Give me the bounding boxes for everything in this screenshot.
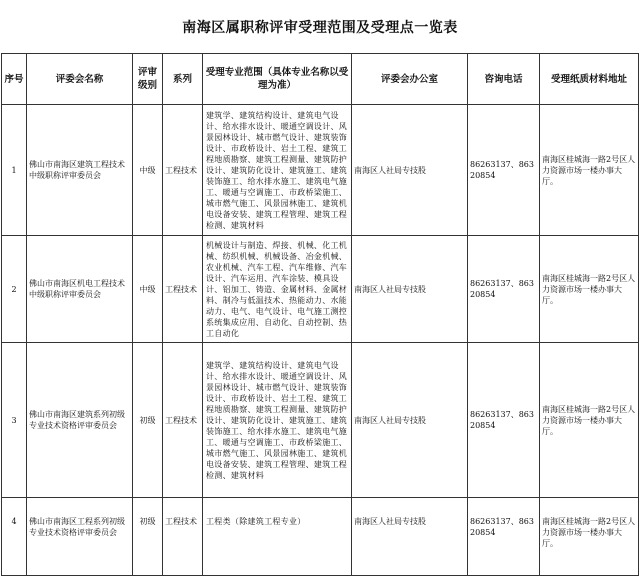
header-office: 评委会办公室 <box>352 54 468 105</box>
table-header-row <box>2 54 639 105</box>
cell-phone: 86263137、86320854 <box>468 343 540 498</box>
cell-committee: 佛山市南海区机电工程技术中级职称评审委员会 <box>27 236 133 343</box>
cell-scope: 机械设计与制造、焊接、机械、化工机械、纺织机械、机械设备、冶金机械、农业机械、汽车工程、汽车维修、汽车设计、汽车运用、汽车涂装、模具设计、铝加工、铸造、金属材料、金属材料、制冷与低温技术、热能动力、水能动力、电气、电气设计、电气施工测控系统集成应用、自动化、自动控制、热工自动化 <box>203 236 352 343</box>
cell-seq: 3 <box>2 343 27 498</box>
cell-address: 南海区桂城海一路2号区人力资源市场一楼办事大厅。 <box>540 498 639 576</box>
cell-office: 南海区人社局专技股 <box>352 498 468 576</box>
table-row <box>2 105 639 236</box>
table-row <box>2 343 639 498</box>
table-row <box>2 498 639 576</box>
header-address: 受理纸质材料地址 <box>540 54 639 105</box>
cell-committee: 佛山市南海区建筑工程技术中级职称评审委员会 <box>27 105 133 236</box>
document-title: 南海区属职称评审受理范围及受理点一览表 <box>182 20 458 36</box>
cell-scope: 建筑学、建筑结构设计、建筑电气设计、给水排水设计、暖通空调设计、风景园林设计、城市燃气设计、建筑装饰设计、市政桥设计、岩土工程、建筑工程地质勘察、建筑工程测量、建筑防护设计、建筑防化设计、建筑施工、建筑装饰施工、给水排水施工、建筑电气施工、暖通与空调施工、市政桥梁施工、城市燃气施工、风景园林施工、建筑机电设备安装、建筑工程管理、建筑工程检测、建筑材料 <box>203 343 352 498</box>
cell-seq: 1 <box>2 105 27 236</box>
cell-level: 初级 <box>133 498 163 576</box>
table-row <box>2 236 639 343</box>
cell-phone: 86263137、86320854 <box>468 236 540 343</box>
cell-phone: 86263137、86320854 <box>468 105 540 236</box>
cell-address: 南海区桂城海一路2号区人力资源市场一楼办事大厅。 <box>540 105 639 236</box>
cell-seq: 4 <box>2 498 27 576</box>
cell-committee: 佛山市南海区建筑系列初级专业技术资格评审委员会 <box>27 343 133 498</box>
cell-series: 工程技术 <box>163 236 203 343</box>
cell-address: 南海区桂城海一路2号区人力资源市场一楼办事大厅。 <box>540 236 639 343</box>
cell-seq: 2 <box>2 236 27 343</box>
cell-scope: 建筑学、建筑结构设计、建筑电气设计、给水排水设计、暖通空调设计、风景园林设计、城市燃气设计、建筑装饰设计、市政桥设计、岩土工程、建筑工程地质勘察、建筑工程测量、建筑防护设计、建筑防化设计、建筑施工、建筑装饰施工、给水排水施工、建筑电气施工、暖通与空调施工、市政桥梁施工、城市燃气施工、风景园林施工、建筑机电设备安装、建筑工程管理、建筑工程检测、建筑材料 <box>203 105 352 236</box>
header-committee: 评委会名称 <box>27 54 133 105</box>
cell-office: 南海区人社局专技股 <box>352 236 468 343</box>
header-scope: 受理专业范围（具体专业名称以受理为准） <box>203 54 352 105</box>
header-series: 系列 <box>163 54 203 105</box>
cell-office: 南海区人社局专技股 <box>352 105 468 236</box>
cell-scope: 工程类（除建筑工程专业） <box>203 498 352 576</box>
cell-phone: 86263137、86320854 <box>468 498 540 576</box>
cell-level: 初级 <box>133 343 163 498</box>
cell-series: 工程技术 <box>163 105 203 236</box>
cell-address: 南海区桂城海一路2号区人力资源市场一楼办事大厅。 <box>540 343 639 498</box>
cell-series: 工程技术 <box>163 498 203 576</box>
committee-table <box>1 53 639 576</box>
cell-series: 工程技术 <box>163 343 203 498</box>
cell-level: 中级 <box>133 105 163 236</box>
header-level: 评审级别 <box>133 54 163 105</box>
header-phone: 咨询电话 <box>468 54 540 105</box>
cell-level: 中级 <box>133 236 163 343</box>
header-seq: 序号 <box>2 54 27 105</box>
cell-committee: 佛山市南海区工程系列初级专业技术资格评审委员会 <box>27 498 133 576</box>
cell-office: 南海区人社局专技股 <box>352 343 468 498</box>
